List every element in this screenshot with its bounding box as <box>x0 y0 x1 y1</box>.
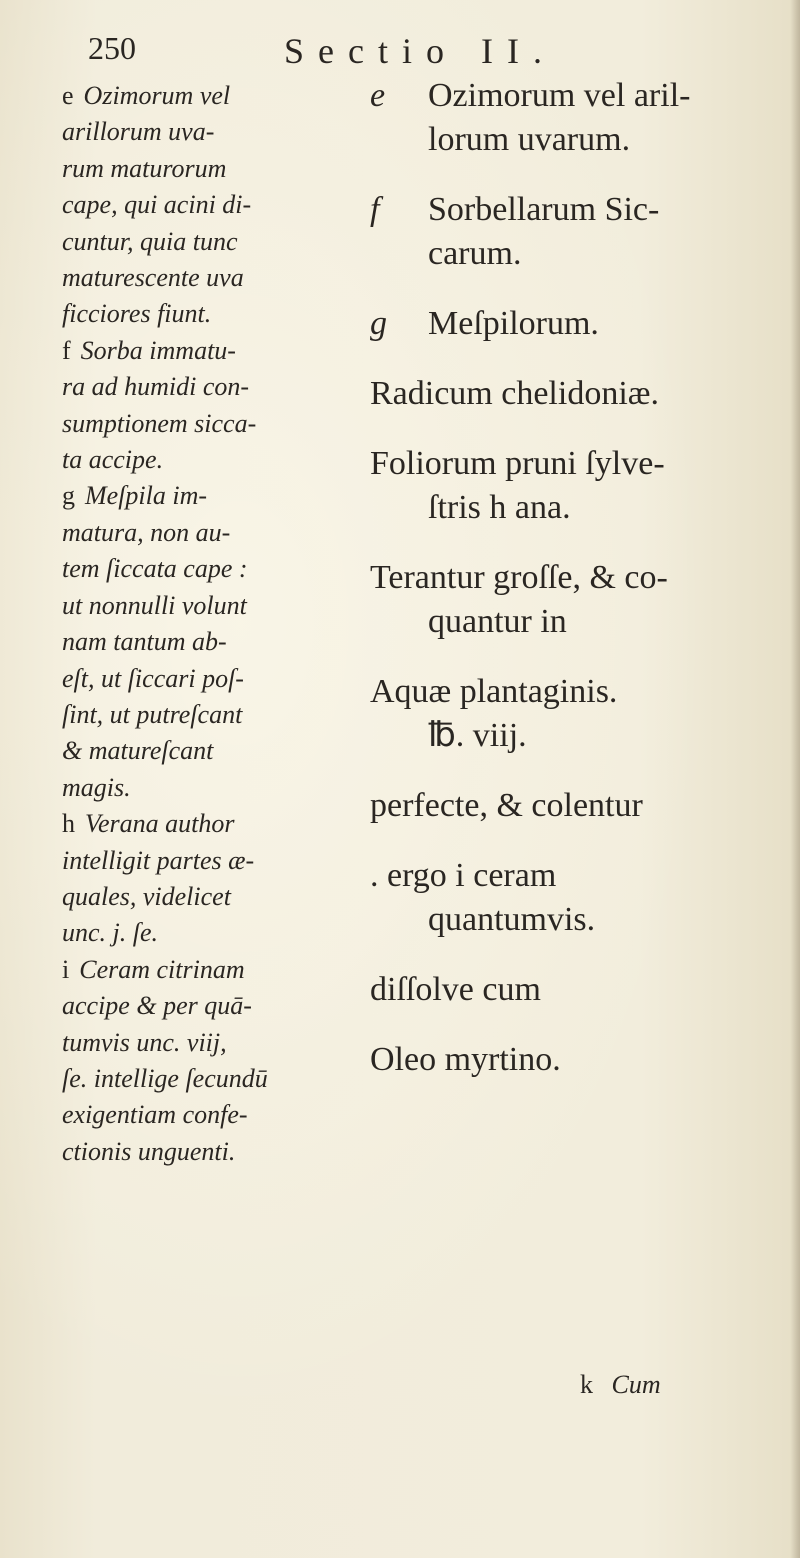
recipe-text-line: Oleo myrtino. <box>370 1041 561 1078</box>
note-letter: f <box>62 335 71 365</box>
recipe-ref-letter: g <box>370 305 387 342</box>
recipe-line <box>370 118 790 162</box>
note-line <box>62 114 362 150</box>
note-line <box>62 78 362 114</box>
note-text: Sorba immatu- <box>80 335 236 365</box>
page-edge-shadow <box>790 0 800 1558</box>
recipe-item <box>370 968 790 1012</box>
recipe-line <box>370 232 790 276</box>
note-line <box>62 952 362 988</box>
note-text: Verana author <box>85 809 235 839</box>
note-text: unc. j. ſe. <box>62 918 159 948</box>
note-text: magis. <box>62 772 131 802</box>
recipe-line <box>370 670 790 714</box>
recipe-text-line: perfecte, & colentur <box>370 787 643 824</box>
note-text: ra ad humidi con- <box>62 372 250 402</box>
note-line <box>62 588 362 624</box>
note-text: ut nonnulli volunt <box>62 590 247 620</box>
note-line <box>62 296 362 332</box>
note-line <box>62 843 362 879</box>
note-text: intelligit partes æ- <box>62 845 255 875</box>
note-line <box>62 224 362 260</box>
note-text: matura, non au- <box>62 517 231 547</box>
recipe-ref-letter: f <box>370 191 380 228</box>
note-text: maturescente uva <box>62 263 244 293</box>
recipe-line <box>370 74 790 118</box>
note-text: arillorum uva- <box>62 117 215 147</box>
note-line <box>62 260 362 296</box>
note-text: cuntur, quia tunc <box>62 226 238 256</box>
note-line <box>62 515 362 551</box>
recipe-line <box>370 600 790 644</box>
recipe-text-line: Terantur groſſe, & co- <box>370 559 668 596</box>
recipe-item <box>370 302 790 346</box>
recipe-item <box>370 372 790 416</box>
note-line <box>62 187 362 223</box>
marginal-note <box>62 333 362 479</box>
note-line <box>62 1061 362 1097</box>
recipe-item <box>370 556 790 644</box>
recipe-item <box>370 188 790 276</box>
note-text: ctionis unguenti. <box>62 1136 236 1166</box>
recipe-text-line: . ergo i ceram <box>370 857 557 894</box>
note-line <box>62 806 362 842</box>
note-text: Ozimorum vel <box>83 81 231 110</box>
recipe-line <box>370 486 790 530</box>
note-text: cape, qui acini di- <box>62 190 252 220</box>
note-text: ficciores fiunt. <box>62 299 212 329</box>
note-line <box>62 369 362 405</box>
catchword <box>580 1370 661 1400</box>
marginal-note <box>62 806 362 952</box>
recipe-text-line: Foliorum pruni ſylve- <box>370 445 665 482</box>
recipe-text <box>370 74 790 1108</box>
recipe-item <box>370 854 790 942</box>
note-text: Ceram citrinam <box>79 954 245 984</box>
note-line <box>62 733 362 769</box>
recipe-text-line: ſtris h ana. <box>428 489 571 526</box>
marginal-note <box>62 952 362 1170</box>
recipe-text-line: carum. <box>428 235 522 272</box>
note-text: eſt, ut ſiccari poſ- <box>62 663 244 693</box>
recipe-text-line: Radicum chelidoniæ. <box>370 375 659 412</box>
note-letter: i <box>62 954 70 984</box>
recipe-text-line: lorum uvarum. <box>428 121 631 158</box>
marginal-note <box>62 78 362 333</box>
note-text: ſe. intellige ſecundū <box>62 1063 268 1093</box>
recipe-item <box>370 1038 790 1082</box>
recipe-line <box>370 442 790 486</box>
note-text: nam tantum ab- <box>62 627 227 657</box>
note-text: sumptionem sicca- <box>62 408 257 438</box>
note-line <box>62 151 362 187</box>
note-letter: g <box>62 481 75 511</box>
page-number: 250 <box>88 30 136 66</box>
recipe-line <box>370 784 790 828</box>
note-text: ſint, ut putreſcant <box>62 699 243 729</box>
note-line <box>62 478 362 514</box>
recipe-line <box>370 1038 790 1082</box>
recipe-item <box>370 670 790 758</box>
note-line <box>62 915 362 951</box>
recipe-line <box>370 898 790 942</box>
recipe-item <box>370 74 790 162</box>
note-line <box>62 551 362 587</box>
recipe-line <box>370 302 790 346</box>
recipe-line <box>370 188 790 232</box>
recipe-text-line: ℔. viij. <box>428 717 527 754</box>
note-line <box>62 406 362 442</box>
note-line <box>62 770 362 806</box>
marginal-note <box>62 478 362 806</box>
note-line <box>62 1097 362 1133</box>
recipe-line <box>370 372 790 416</box>
note-letter: h <box>62 809 75 839</box>
marginal-notes <box>62 78 362 1170</box>
recipe-line <box>370 854 790 898</box>
recipe-text-line: Sorbellarum Sic- <box>428 191 660 228</box>
note-line <box>62 333 362 369</box>
note-text: rum maturorum <box>62 153 227 183</box>
recipe-line <box>370 556 790 600</box>
catchword-letter: k <box>580 1370 593 1399</box>
recipe-ref-letter: e <box>370 77 386 114</box>
note-line <box>62 442 362 478</box>
recipe-line <box>370 714 790 758</box>
note-line <box>62 697 362 733</box>
note-letter: e <box>62 81 74 110</box>
note-text: quales, videlicet <box>62 881 231 911</box>
note-line <box>62 1134 362 1170</box>
note-text: tumvis unc. viij, <box>62 1027 227 1057</box>
note-text: & matureſcant <box>62 736 214 766</box>
recipe-text-line: diſſolve cum <box>370 971 541 1008</box>
note-text: Meſpila im- <box>85 481 208 511</box>
recipe-text-line: Aquæ plantaginis. <box>370 673 618 710</box>
catchword-word: Cum <box>611 1370 661 1399</box>
recipe-text-line: quantur in <box>428 603 567 640</box>
note-line <box>62 661 362 697</box>
note-text: ta accipe. <box>62 445 164 475</box>
note-text: accipe & per quā- <box>62 991 252 1021</box>
recipe-text-line: Ozimorum vel aril- <box>428 77 691 114</box>
note-line <box>62 879 362 915</box>
recipe-text-line: quantumvis. <box>428 901 596 938</box>
note-text: tem ſiccata cape : <box>62 554 248 584</box>
recipe-text-line: Meſpilorum. <box>428 305 599 342</box>
note-line <box>62 1025 362 1061</box>
running-head: Sectio II. <box>284 31 556 71</box>
recipe-line <box>370 968 790 1012</box>
note-text: exigentiam confe- <box>62 1100 248 1130</box>
recipe-item <box>370 442 790 530</box>
note-line <box>62 988 362 1024</box>
recipe-item <box>370 784 790 828</box>
page-header <box>88 30 728 80</box>
note-line <box>62 624 362 660</box>
